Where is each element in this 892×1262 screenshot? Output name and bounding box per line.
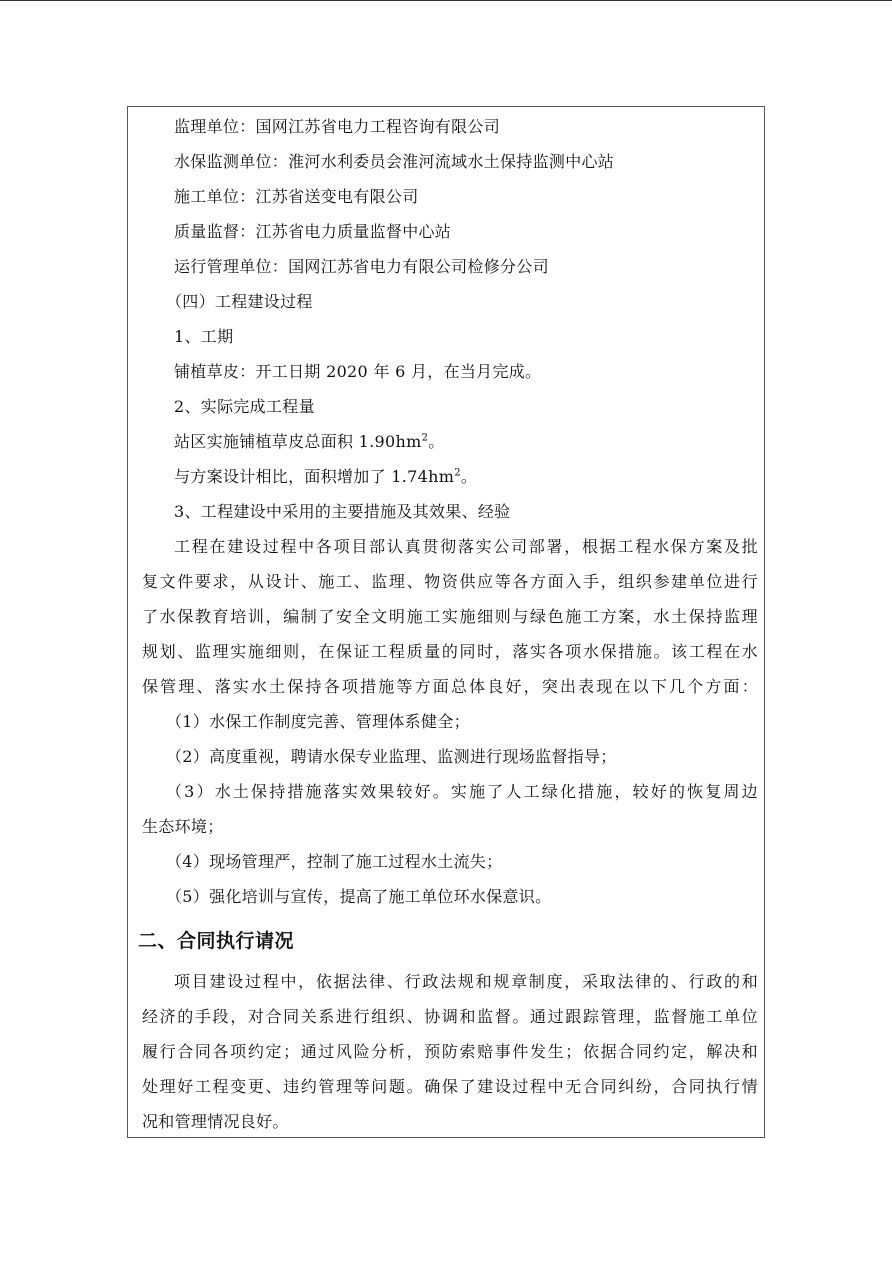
area-increase-exponent: 2 (454, 467, 461, 479)
area-total-exponent: 2 (421, 432, 429, 444)
measures-paragraph-line: 复文件要求，从设计、施工、监理、物资供应等各方面入手，组织参建单位进行 (142, 572, 758, 591)
contract-paragraph-line: 履行合同各项约定；通过风险分析，预防索赔事件发生；依据合同约定，解决和 (142, 1042, 758, 1061)
turf-schedule-line: 铺植草皮：开工日期 2020 年 6 月，在当月完成。 (174, 362, 542, 381)
area-increase-text: 与方案设计相比，面积增加了 1.74hm (174, 467, 455, 486)
measures-paragraph-line: 规划、监理实施细则，在保证工程质量的同时，落实各项水保措施。该工程在水 (142, 642, 758, 661)
area-increase-end: 。 (460, 467, 478, 486)
measures-paragraph-line: 了水保教育培训，编制了安全文明施工实施细则与绿色施工方案，水土保持监理 (142, 607, 758, 626)
measures-paragraph-line: 工程在建设过程中各项目部认真贯彻落实公司部署，根据工程水保方案及批 (174, 537, 758, 556)
point-item: （1）水保工作制度完善、管理体系健全； (166, 712, 470, 731)
construction-unit-line: 施工单位：江苏省送变电有限公司 (174, 187, 419, 206)
item-schedule: 1、工期 (174, 327, 234, 346)
point-item-continuation: 生态环境； (142, 817, 224, 836)
area-total-line (128, 432, 764, 452)
contract-paragraph-line: 处理好工程变更、违约管理等问题。确保了建设过程中无合同纠纷，合同执行情 (142, 1077, 758, 1096)
section-heading-contract: 二、合同执行请况 (138, 930, 295, 952)
quality-supervision-line: 质量监督：江苏省电力质量监督中心站 (174, 222, 452, 241)
item-actual-quantity: 2、实际完成工程量 (174, 397, 315, 416)
monitoring-unit-line: 水保监测单位：淮河水利委员会淮河流域水土保持监测中心站 (174, 152, 615, 171)
measures-paragraph-line: 保管理、落实水土保持各项措施等方面总体良好，突出表现在以下几个方面： (142, 677, 758, 696)
item-measures-title: 3、工程建设中采用的主要措施及其效果、经验 (174, 502, 511, 521)
document-table-cell (127, 106, 765, 1138)
subsection-title-process: （四）工程建设过程 (166, 292, 313, 311)
page-top-border (0, 0, 892, 1)
contract-paragraph-line: 项目建设过程中，依据法律、行政法规和规章制度，采取法律的、行政的和 (174, 972, 758, 991)
operation-unit-line: 运行管理单位：国网江苏省电力有限公司检修分公司 (174, 257, 549, 276)
point-item: （4）现场管理严，控制了施工过程水土流失； (166, 852, 503, 871)
area-total-end: 。 (428, 432, 445, 451)
contract-paragraph-line: 经济的手段，对合同关系进行组织、协调和监督。通过跟踪管理，监督施工单位 (142, 1007, 758, 1026)
contract-paragraph-line: 况和管理情况良好。 (142, 1112, 289, 1131)
area-increase-line (128, 467, 764, 487)
point-item: （3）水土保持措施落实效果较好。实施了人工绿化措施，较好的恢复周边 (166, 782, 758, 801)
point-item: （2）高度重视，聘请水保专业监理、监测进行现场监督指导； (166, 747, 617, 766)
point-item: （5）强化培训与宣传，提高了施工单位环水保意识。 (166, 887, 552, 906)
area-total-text: 站区实施铺植草皮总面积 1.90hm (174, 432, 422, 451)
supervision-unit-line: 监理单位：国网江苏省电力工程咨询有限公司 (174, 117, 501, 136)
